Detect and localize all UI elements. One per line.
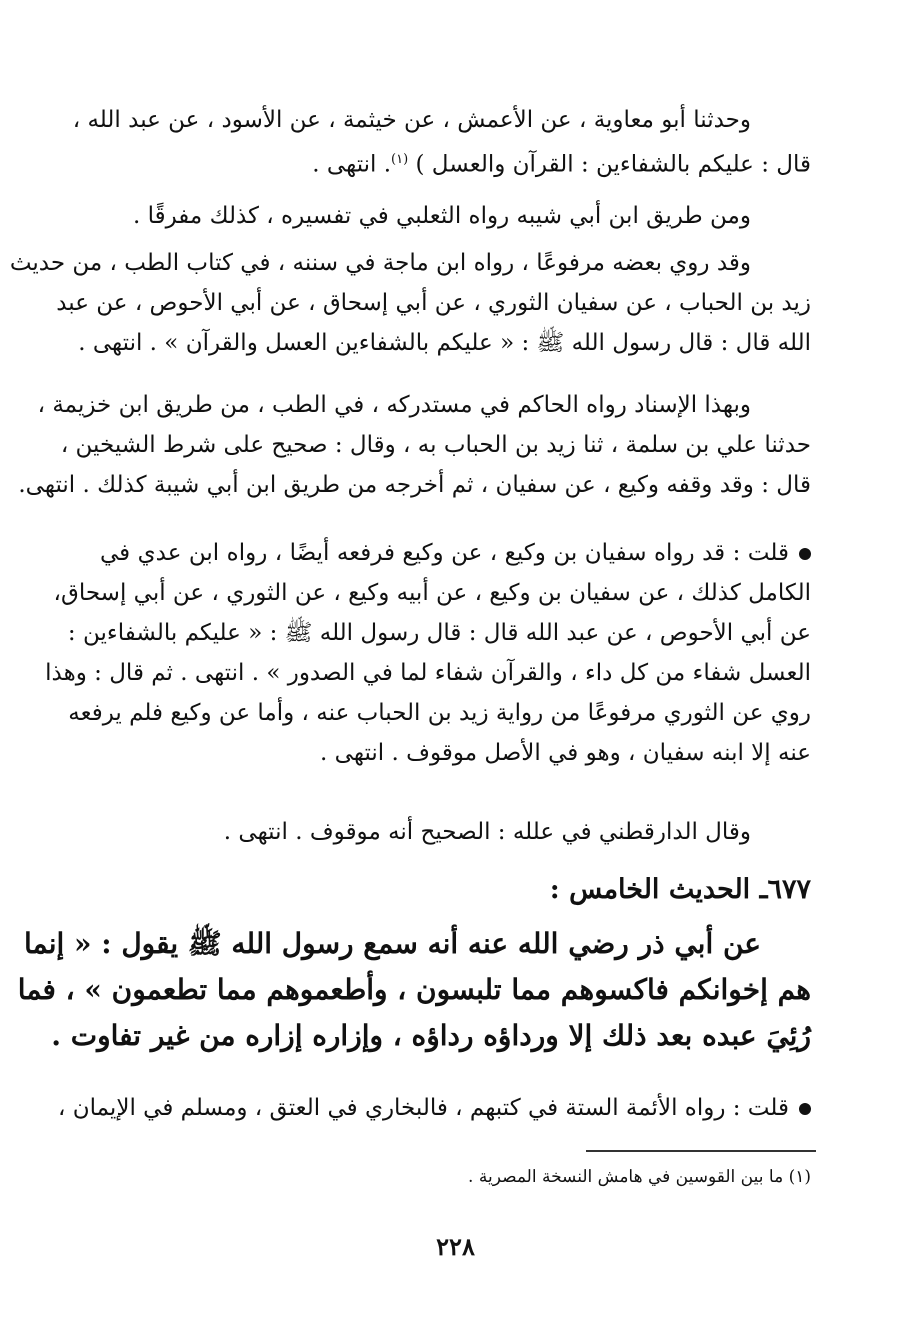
text-line: عنه إلا ابنه سفيان ، وهو في الأصل موقوف . انتهى . bbox=[320, 740, 811, 766]
paragraph-4 bbox=[18, 385, 811, 505]
text-segment: قال : عليكم بالشفاءين : القرآن والعسل ) bbox=[415, 151, 811, 178]
text-line: العسل شفاء من كل داء ، والقرآن شفاء لما في الصدور » . انتهى . ثم قال : وهذا bbox=[45, 660, 811, 686]
text-line: وبهذا الإسناد رواه الحاكم في مستدركه ، في الطب ، من طريق ابن خزيمة ، bbox=[37, 392, 751, 418]
text-line: عن أبي الأحوص ، عن عبد الله قال : قال رسول الله ﷺ : « عليكم بالشفاءين : bbox=[67, 620, 811, 646]
text-line: وحدثنا أبو معاوية ، عن الأعمش ، عن خيثمة ، عن الأسود ، عن عبد الله ، bbox=[72, 107, 751, 133]
text-line: قال : وقد وقفه وكيع ، عن سفيان ، ثم أخرجه من طريق ابن أبي شيبة كذلك . انتهى. bbox=[18, 472, 811, 498]
hadith-text bbox=[17, 921, 811, 1059]
text-segment: قلت : رواه الأئمة الستة في كتبهم ، فالبخاري في العتق ، ومسلم في الإيمان ، bbox=[58, 1095, 789, 1121]
hadith-line: رُئِيَ عبده بعد ذلك إلا ورداؤه رداؤه ، وإزاره إزاره من غير تفاوت . bbox=[51, 1019, 811, 1052]
bullet-icon bbox=[799, 548, 811, 560]
footnote-divider bbox=[586, 1150, 816, 1152]
text-segment: . انتهى . bbox=[312, 151, 392, 178]
text-line bbox=[58, 1088, 811, 1128]
commentary-paragraph bbox=[58, 1088, 811, 1128]
page-number: ٢٢٨ bbox=[436, 1232, 475, 1261]
text-line: وقال الدارقطني في علله : الصحيح أنه موقوف . انتهى . bbox=[223, 819, 751, 845]
text-segment: قلت : قد رواه سفيان بن وكيع ، عن وكيع فرفعه أيضًا ، رواه ابن عدي في bbox=[100, 540, 789, 566]
text-line bbox=[100, 140, 811, 180]
text-line: روي عن الثوري مرفوعًا من رواية زيد بن الحباب عنه ، وأما عن وكيع فلم يرفعه bbox=[68, 700, 811, 726]
text-line: زيد بن الحباب ، عن سفيان الثوري ، عن أبي إسحاق ، عن أبي الأحوص ، عن عبد bbox=[56, 290, 811, 316]
hadith-line: هم إخوانكم فاكسوهم مما تلبسون ، وأطعموهم مما تطعمون » ، فما bbox=[17, 973, 811, 1006]
paragraph-2 bbox=[100, 196, 811, 236]
paragraph-5 bbox=[45, 533, 811, 773]
text-line: ومن طريق ابن أبي شيبه رواه الثعلبي في تفسيره ، كذلك مفرقًا . bbox=[132, 203, 751, 229]
hadith-heading: ٦٧٧ـ الحديث الخامس : bbox=[549, 874, 811, 905]
paragraph-1 bbox=[72, 100, 811, 180]
hadith-line: عن أبي ذر رضي الله عنه أنه سمع رسول الله ﷺ يقول : « إنما bbox=[23, 927, 761, 960]
text-line: الكامل كذلك ، عن سفيان بن وكيع ، عن أبيه وكيع ، عن الثوري ، عن أبي إسحاق، bbox=[53, 580, 811, 606]
text-line bbox=[100, 533, 811, 573]
text-line: حدثنا علي بن سلمة ، ثنا زيد بن الحباب به ، وقال : صحيح على شرط الشيخين ، bbox=[60, 432, 811, 458]
paragraph-3 bbox=[9, 243, 811, 363]
text-line: الله قال : قال رسول الله ﷺ : « عليكم بالشفاءين العسل والقرآن » . انتهى . bbox=[78, 330, 811, 356]
bullet-icon bbox=[799, 1103, 811, 1115]
footnote-marker[interactable]: (١) bbox=[391, 152, 409, 167]
footnote: (١) ما بين القوسين في هامش النسخة المصرية . bbox=[468, 1167, 811, 1187]
paragraph-6 bbox=[100, 812, 811, 852]
text-line: وقد روي بعضه مرفوعًا ، رواه ابن ماجة في سننه ، في كتاب الطب ، من حديث bbox=[9, 250, 751, 276]
